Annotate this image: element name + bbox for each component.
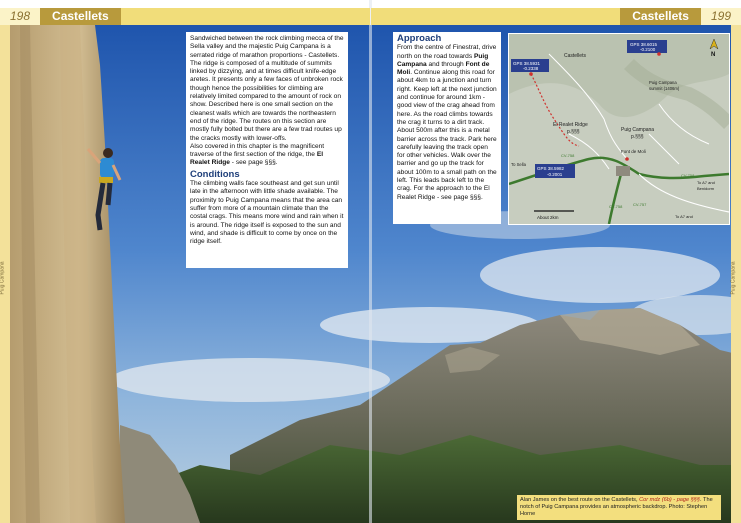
map-road-label-2: CV-758 [681,173,695,178]
svg-text:-0.2100: -0.2100 [640,47,656,52]
svg-text:GPS 38.5931: GPS 38.5931 [513,61,541,66]
map-label-castellets: Castellets [564,53,586,59]
conditions-text: The climbing walls face southeast and get sun until late in the afternoon with little shade available. The proximity to Puig Campana means that the area can suffer from more of a mountain climate than the costal crags. This means more wind and rain when it is around. The ridge itself is exposed to the sun and wind, and shade is difficult to come by once on the ridge itself. [190,180,344,246]
gps-tag-parking [535,164,575,178]
svg-text:-0.2338: -0.2338 [523,66,539,71]
left-page-number: 198 [0,8,40,25]
approach-text: From the centre of Finestrat, drive north on the road towards Puig Campana and through Font de Moli. Continue along this road for about 4km to a junction and turn right. Keep left at the next junction and continue for around 1km - good view of the crag ahead from here. As the road climbs towards the crag it turns to a dirt track. About 500m after this is a metal barrier across the track. Park here carefully leaving the track open for other vehicles. Walk over the barrier and go up the track for about 100m to a small path on the left. This leads back left to the crag. For the approach to the El Realet Ridge - see page §§§. [397,44,497,201]
right-side-tab-label: Puig Campana [730,261,737,295]
map-label-a7-bottom: To A7 and [675,214,693,219]
map-label-benidorm: Benidorm [697,186,715,191]
intro-paragraph: Sandwiched between the rock climbing mecca of the Sella valley and the majestic Puig Campana is a serrated ridge of marathon proportions - Castellets. The ridge is composed of a multitude of summits linked by dizzying, and at times difficult knife-edge aretes. It presents only a few faces of unbroken rock though hence the possibilities for climbing are relatively limited compared to the amount of rock on show. Described here is one small section on the cleanest walls which are towards the northeastern end of the ridge. The routes on this section are mostly fully bolted but there are a few trad routes up the cracks mostly with lower-offs. [190,35,344,142]
left-page-title: Castellets [40,8,121,25]
intro-paragraph-2: Also covered in this chapter is the magnificent traverse of the first section of the ridge, the El Realet Ridge - see page §§§. [190,142,325,167]
intro-text-box [186,32,348,268]
map-road-label-1: CV-758 [561,153,575,158]
map-road-label-4: CV-757 [633,202,647,207]
map-label-puig-page: p.§§§ [631,134,644,140]
map-label-el-realet-page: p.§§§ [567,129,580,135]
photo-caption: Alan James on the best route on the Castellets, Cor mdz (6b) - page §§§. The notch of Puig Campana provides an atmospheric backdrop. Photo: Stephen Horne [517,495,721,520]
svg-text:-0.2001: -0.2001 [547,172,563,177]
approach-map [508,33,730,225]
right-page-number: 199 [701,8,741,25]
conditions-heading: Conditions [190,168,240,180]
map-label-el-realet: El Realet Ridge [553,122,588,128]
approach-heading: Approach [397,33,442,44]
right-side-tab [731,25,741,523]
map-scale-label: About 2km [537,215,559,220]
map-graphic [509,34,729,224]
svg-text:N: N [711,52,716,58]
right-page-title: Castellets [620,8,701,25]
svg-text:GPS 38.6015: GPS 38.6015 [630,42,658,47]
left-side-tab [0,25,10,523]
gps-tag-castellets [511,59,549,72]
svg-text:GPS 38.5982: GPS 38.5982 [537,166,565,171]
map-road-label-3: CV-758 [609,204,623,209]
right-page-header [371,8,741,25]
map-label-summit: Puig Campana [649,80,677,85]
gps-tag-top [627,40,667,53]
map-label-to-a7: To A7 and [697,180,715,185]
map-label-puig-campana: Puig Campana [621,127,655,133]
left-side-tab-label: Puig Campana [0,261,6,295]
left-page-header [0,8,370,25]
page-gutter [369,0,372,523]
map-label-summit-height: summit (1406m) [649,86,680,91]
map-label-font-de-moli: Font de Moli [621,149,646,154]
map-label-to-sella: To Sella [511,162,526,167]
approach-text-box [393,32,501,224]
